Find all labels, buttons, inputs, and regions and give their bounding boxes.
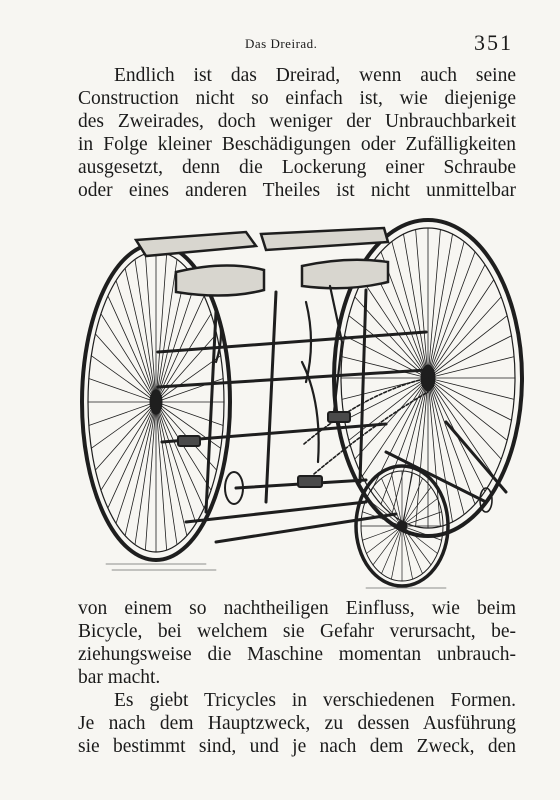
- wheel-spoke: [156, 259, 177, 402]
- wheel-spoke: [135, 259, 156, 402]
- wheel-spoke: [362, 378, 428, 476]
- text-line: Bicycle, bei welchem sie Gefahr verursacht, be-: [78, 621, 516, 642]
- running-title: Das Dreirad.: [245, 36, 318, 51]
- paragraph-lower: [78, 597, 516, 758]
- wheel-spoke: [108, 402, 156, 508]
- text-line: sie bestimmt sind, und je nach dem Zweck, den: [78, 736, 516, 757]
- wheel-spoke: [101, 402, 156, 490]
- wheel-spoke: [428, 265, 485, 378]
- wheel-spoke: [116, 402, 156, 523]
- wheel-spoke: [428, 378, 453, 522]
- wheel-spoke: [156, 402, 196, 523]
- wheel-spoke: [362, 280, 428, 378]
- front-wheel: [356, 466, 448, 586]
- wheel-spoke: [362, 526, 402, 540]
- text-line: oder eines anderen Theiles ist nicht unmittelbar: [78, 180, 516, 201]
- wheel-spoke: [402, 473, 413, 526]
- text-line: Je nach dem Hauptzweck, zu dessen Ausführung: [78, 713, 516, 734]
- wheel-spoke: [156, 314, 211, 402]
- wheel-spoke: [403, 234, 428, 378]
- page-number: 351: [474, 30, 513, 55]
- text-line: bar macht.: [78, 667, 161, 688]
- wheel-spoke: [391, 526, 402, 579]
- wheel-spoke: [91, 356, 156, 402]
- wheel-spoke: [108, 296, 156, 402]
- wheel-spoke: [156, 402, 177, 545]
- tandem-tricycle-engraving: [66, 212, 528, 598]
- text-line: Endlich ist das Dreirad, wenn auch seine: [114, 65, 516, 86]
- wheel-spoke: [101, 314, 156, 402]
- wheel-spoke: [428, 378, 511, 420]
- wheel-spoke: [156, 402, 204, 508]
- wheel-spoke: [428, 280, 494, 378]
- text-line: Es giebt Tricycles in verschiedenen Formen.: [114, 690, 516, 711]
- wheel-spoke: [428, 336, 511, 378]
- wheel-spoke: [428, 378, 494, 476]
- text-line: des Zweirades, doch weniger der Unbrauchbarkeit: [78, 111, 516, 132]
- text-line: ziehungsweise die Maschine momentan unbrauch-: [78, 644, 516, 665]
- text-line: in Folge kleiner Beschädigungen oder Zufälligkeiten: [78, 134, 516, 155]
- wheel-spoke: [135, 402, 156, 545]
- wheel-spoke: [91, 402, 156, 448]
- wheel-spoke: [402, 512, 442, 526]
- running-head: [0, 30, 560, 56]
- wheel-spoke: [116, 281, 156, 402]
- text-line: von einem so nachtheiligen Einfluss, wie beim: [78, 598, 516, 619]
- text-line: Construction nicht so einfach ist, wie diejenige: [78, 88, 516, 109]
- paragraph-upper: [78, 64, 516, 202]
- text-line: ausgesetzt, denn die Lockerung einer Schraube: [78, 157, 516, 178]
- wheel-spoke: [428, 234, 453, 378]
